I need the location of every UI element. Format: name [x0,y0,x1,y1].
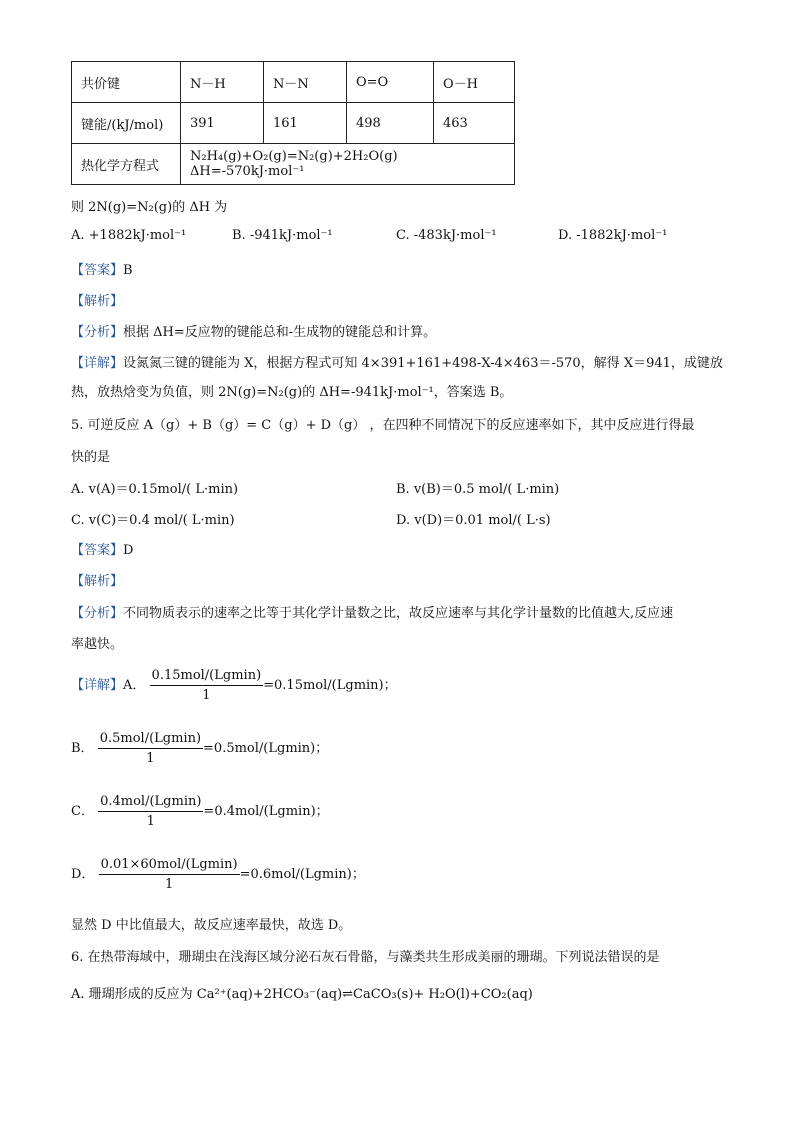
option-d: D. v(D)＝0.01 mol/( L·s) [396,513,551,528]
table-cell: 共价键 [72,62,181,103]
fenxi-line [71,602,673,621]
fraction [99,857,240,892]
question-5-stem: 5. 可逆反应 A（g）+ B（g）= C（g）+ D（g） ，在四种不同情况下的反应速率如下，其中反应进行得最 [71,418,695,433]
calc-label: C． [71,804,94,819]
calc-label: B． [71,741,94,756]
detail-text: 设氮氮三键的键能为 X，根据方程式可知 4×391+161+498-X-4×463＝-570，解得 X＝941，成键放 [123,356,723,371]
table-cell: N－H [181,62,264,103]
fenxi-tag: 【分析】 [71,325,124,340]
fenxi-text-cont: 率越快。 [71,637,124,652]
table-cell: N－N [264,62,347,103]
table-row [72,103,515,144]
fenxi-tag: 【分析】 [71,606,124,621]
thermo-equation: N₂H₄(g)+O₂(g)=N₂(g)+2H₂O(g) ΔH=-570kJ·mol⁻¹ [181,144,515,185]
calc-b [71,731,328,766]
option-a: A. +1882kJ·mol⁻¹ [71,228,187,243]
fenxi-text: 不同物质表示的速率之比等于其化学计量数之比，故反应速率与其化学计量数的比值越大,反应速 [123,606,674,621]
calc-label: D． [71,867,95,882]
calc-d [71,857,365,892]
denominator: 1 [164,877,174,892]
calc-a [71,668,397,703]
detail-tag: 【详解】 [71,678,124,693]
numerator: 0.5mol/(Lgmin) [98,731,203,749]
table-row [72,144,515,185]
conclusion: 显然 D 中比值最大，故反应速率最快，故选 D。 [71,918,352,933]
table-cell: 键能/(kJ/mol) [72,103,181,144]
fraction [98,731,203,766]
denominator: 1 [202,688,211,703]
answer-value: D [123,543,134,558]
detail-tag: 【详解】 [71,356,124,371]
result: =0.6mol/(Lgmin)； [239,867,365,882]
table-cell: O=O [347,62,434,103]
answer-line [71,539,133,558]
result: =0.15mol/(Lgmin)； [263,678,397,693]
fenxi-text: 根据 ΔH=反应物的键能总和-生成物的键能总和计算。 [123,325,437,340]
result: =0.5mol/(Lgmin)； [203,741,329,756]
result: =0.4mol/(Lgmin)； [203,804,329,819]
numerator: 0.4mol/(Lgmin) [98,794,203,812]
question-4-stem: 则 2N(g)=N₂(g)的 ΔH 为 [71,200,228,215]
answer-tag: 【答案】 [71,263,124,278]
analysis-tag: 【解析】 [71,574,124,589]
table-cell: O－H [434,62,515,103]
fenxi-line [71,321,436,340]
table-row [72,62,515,103]
table-cell: 热化学方程式 [72,144,181,185]
answer-line [71,259,133,278]
question-6-stem: 6. 在热带海域中，珊瑚虫在浅海区域分泌石灰石骨骼，与藻类共生形成美丽的珊瑚。下列说法错误的是 [71,950,660,965]
analysis-tag: 【解析】 [71,294,124,309]
detail-text-cont: 热，放热焓变为负值，则 2N(g)=N₂(g)的 ΔH=-941kJ·mol⁻¹，答案选 B。 [71,385,513,400]
table-cell: 391 [181,103,264,144]
table-cell: 463 [434,103,515,144]
bond-energy-table [71,61,515,185]
table-cell: 498 [347,103,434,144]
option-d: D. -1882kJ·mol⁻¹ [558,228,668,243]
fraction [150,668,264,703]
calc-c [71,794,329,829]
answer-value: B [123,263,133,278]
calc-label: A． [123,678,146,693]
option-a: A. 珊瑚形成的反应为 Ca²⁺(aq)+2HCO₃⁻(aq)⇌CaCO₃(s)+ H₂O(l)+CO₂(aq) [71,987,533,1002]
answer-tag: 【答案】 [71,543,124,558]
numerator: 0.15mol/(Lgmin) [150,668,264,686]
option-c: C. -483kJ·mol⁻¹ [396,228,497,243]
denominator: 1 [146,751,155,766]
denominator: 1 [146,814,155,829]
fraction [98,794,203,829]
table-cell: 161 [264,103,347,144]
option-b: B. v(B)＝0.5 mol/( L·min) [396,482,560,497]
detail-line [71,352,723,371]
numerator: 0.01×60mol/(Lgmin) [99,857,240,875]
option-c: C. v(C)＝0.4 mol/( L·min) [71,513,235,528]
option-b: B. -941kJ·mol⁻¹ [232,228,333,243]
option-a: A. v(A)＝0.15mol/( L·min) [71,482,239,497]
question-5-stem-cont: 快的是 [71,450,111,465]
